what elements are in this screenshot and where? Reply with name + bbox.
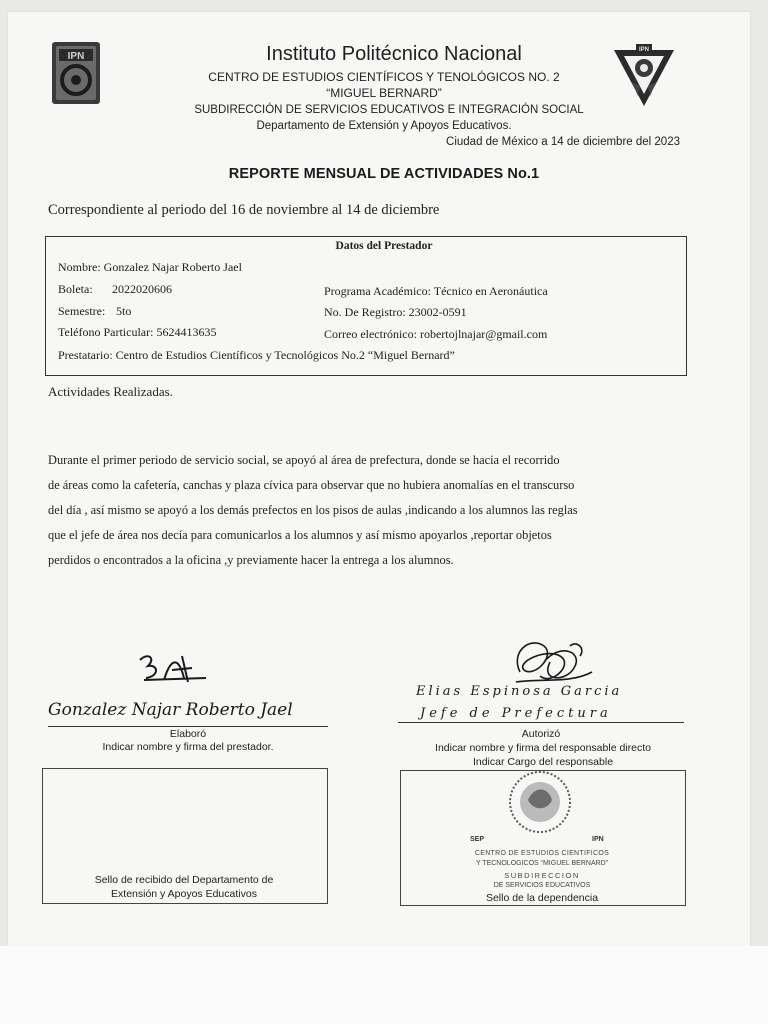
- report-title: REPORTE MENSUAL DE ACTIVIDADES No.1: [228, 166, 540, 182]
- field-telefono: Teléfono Particular: 5624413635: [58, 325, 217, 339]
- field-correo: Correo electrónico: robertojlnajar@gmail.com: [324, 327, 548, 341]
- field-semestre-label: Semestre:: [58, 304, 106, 318]
- seal-line-2: Y TECNOLOGICOS “MIGUEL BERNARD”: [475, 860, 609, 867]
- seal-line-1: CENTRO DE ESTUDIOS CIENTIFICOS: [474, 850, 610, 857]
- institution-title: Instituto Politécnico Nacional: [266, 43, 522, 65]
- prestador-instruction: Indicar nombre y firma del prestador.: [102, 741, 274, 753]
- seal-ipn-text: IPN: [592, 836, 604, 843]
- department: Departamento de Extensión y Apoyos Educativos.: [256, 120, 512, 132]
- school-name: “MIGUEL BERNARD”: [326, 86, 442, 100]
- ipn-logo-text: IPN: [67, 51, 85, 62]
- seal-sep-text: SEP: [470, 836, 485, 843]
- prestador-signature-scribble: [134, 650, 214, 695]
- cecyt-logo-text: IPN: [638, 47, 650, 53]
- responsable-handwritten-title: Jefe de Prefectura: [420, 706, 612, 721]
- activities-line: Durante el primer periodo de servicio social, se apoyó al área de prefectura, donde se hacia el recorrido: [48, 453, 560, 467]
- field-programa: Programa Académico: Técnico en Aeronáutica: [324, 284, 548, 298]
- activities-line: del día , así mismo se apoyó a los demás prefectos en los pisos de aulas ,indicando a los alumnos las reglas: [48, 503, 578, 517]
- prestador-role: Elaboró: [169, 728, 207, 740]
- prestador-handwritten-name: Gonzalez Najar Roberto Jael: [48, 700, 293, 720]
- dependency-stamp-label: Sello de la dependencia: [485, 892, 599, 904]
- receipt-stamp-label-1: Sello de recibido del Departamento de: [94, 874, 274, 886]
- center-name: CENTRO DE ESTUDIOS CIENTÍFICOS Y TENOLÓGICOS NO. 2: [208, 70, 560, 84]
- responsable-signature-line: [398, 722, 684, 723]
- scan-bottom-margin: [0, 946, 768, 1024]
- activities-line: de áreas como la cafetería, canchas y plaza cívica para observar que no hubiera anomalías en el transcurso: [48, 478, 575, 492]
- activities-heading: Actividades Realizadas.: [48, 384, 173, 399]
- prestador-section-title: Datos del Prestador: [335, 240, 433, 252]
- field-boleta-label: Boleta:: [58, 282, 93, 296]
- responsable-instruction-1: Indicar nombre y firma del responsable directo: [435, 742, 651, 754]
- date-line: Ciudad de México a 14 de diciembre del 2023: [446, 136, 680, 148]
- prestador-signature-line: [48, 726, 328, 727]
- activities-body: [48, 448, 648, 573]
- responsable-role: Autorizó: [521, 728, 561, 740]
- activities-line: que el jefe de área nos decía para comunicarlos a los alumnos y así mismo apoyarlos ,reportar objetos: [48, 528, 552, 542]
- subdirection: SUBDIRECCIÓN DE SERVICIOS EDUCATIVOS E INTEGRACIÓN SOCIAL: [194, 104, 584, 116]
- field-registro: No. De Registro: 23002-0591: [324, 305, 467, 319]
- responsable-instruction-2: Indicar Cargo del responsable: [472, 756, 614, 768]
- activities-line: perdidos o encontrados a la oficina ,y previamente hacer la entrega a los alumnos.: [48, 553, 454, 567]
- field-nombre: Nombre: Gonzalez Najar Roberto Jael: [58, 260, 242, 274]
- seal-line-3: SUBDIRECCION: [504, 871, 580, 880]
- field-prestatario: Prestatario: Centro de Estudios Científicos y Tecnológicos No.2 “Miguel Bernard”: [58, 348, 455, 362]
- receipt-stamp-label-2: Extensión y Apoyos Educativos: [111, 888, 257, 900]
- field-semestre-value: 5to: [116, 304, 132, 318]
- seal-line-4: DE SERVICIOS EDUCATIVOS: [493, 882, 591, 889]
- field-boleta-value: 2022020606: [112, 282, 172, 296]
- responsable-handwritten-name: Elias Espinosa Garcia: [416, 684, 623, 699]
- dependency-seal: [498, 770, 582, 841]
- report-period: Correspondiente al periodo del 16 de noviembre al 14 de diciembre: [48, 202, 440, 218]
